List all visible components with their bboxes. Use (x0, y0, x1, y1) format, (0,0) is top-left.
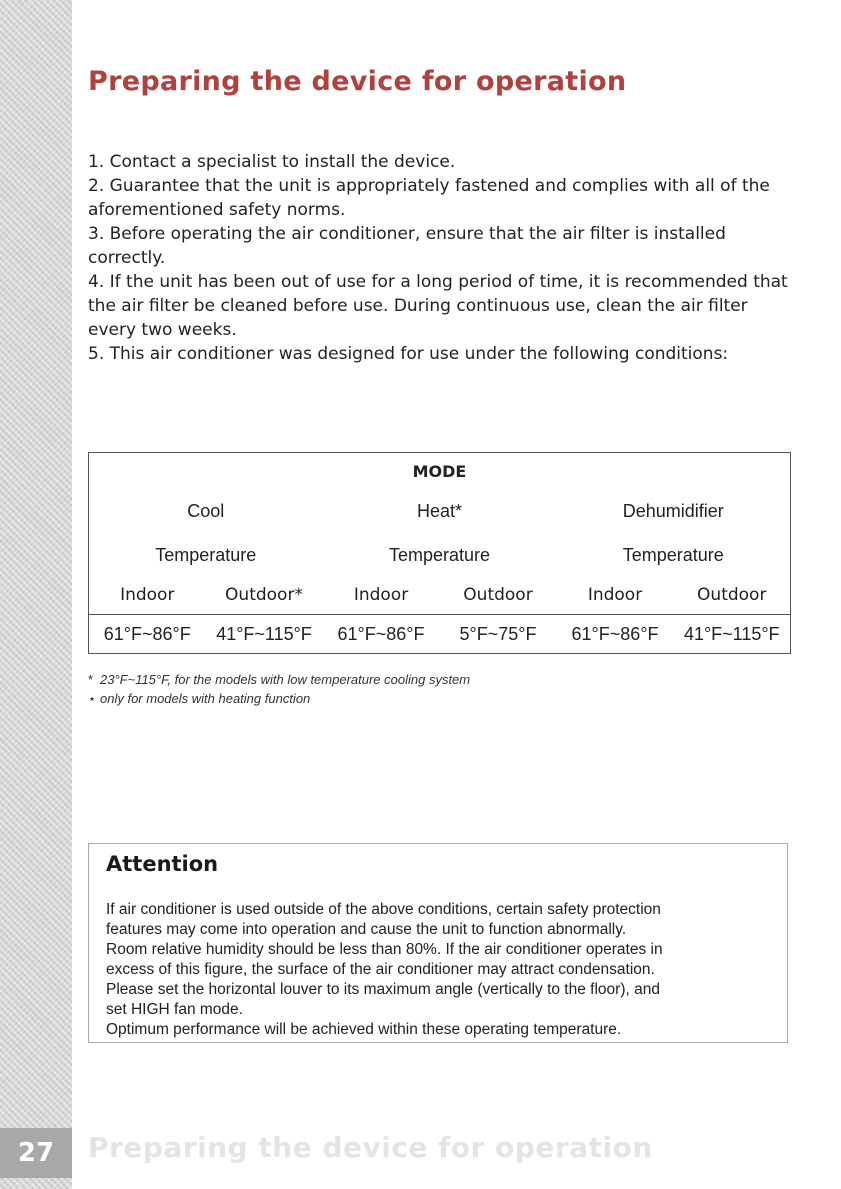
list-item: 3. Before operating the air conditioner, ensure that the air filter is installed correctly. (88, 224, 726, 268)
asterisk-mark: * (88, 672, 94, 687)
attention-line: Room relative humidity should be less than 80%. If the air conditioner operates in (106, 941, 663, 958)
temperature-label: Temperature (388, 544, 491, 565)
column-header: Outdoor (674, 576, 791, 615)
attention-title: Attention (106, 852, 219, 876)
operating-conditions-table (88, 452, 791, 654)
attention-box (88, 843, 788, 1043)
mode-cool: Cool (89, 489, 323, 534)
mode-heading: MODE (89, 453, 791, 490)
attention-line: features may come into operation and cause the unit to function abnormally. (106, 921, 627, 938)
list-item: 5. This air conditioner was designed for use under the following conditions: (88, 344, 729, 364)
table-cell: 41°F~115°F (674, 615, 791, 654)
table-row (89, 489, 791, 534)
footer-title: Preparing the device for operation (88, 1131, 653, 1164)
page-number: 27 (0, 1128, 72, 1178)
attention-line: Optimum performance will be achieved within these operating temperature. (106, 1021, 622, 1038)
table-cell: 61°F~86°F (323, 615, 440, 654)
column-header: Outdoor* (225, 585, 303, 605)
side-decorative-bar (0, 0, 72, 1189)
attention-line: excess of this figure, the surface of the air conditioner may attract condensation. (106, 961, 655, 978)
footnote-text: 23°F~115°F, for the models with low temperature cooling system (100, 672, 471, 687)
temperature-label: Temperature (557, 534, 791, 576)
column-header: Indoor (353, 585, 409, 605)
footnotes (88, 670, 470, 708)
instruction-list (88, 150, 788, 366)
column-header: Outdoor (463, 585, 533, 605)
attention-line: set HIGH fan mode. (106, 1001, 243, 1018)
footnote (88, 689, 470, 708)
list-item: 2. Guarantee that the unit is appropriately fastened and complies with all of the aforementioned safety norms. (88, 176, 770, 220)
column-header: Indoor (89, 576, 206, 615)
table-row (89, 576, 791, 615)
footnote-text: only for models with heating function (100, 691, 311, 706)
mode-heat: Heat* (416, 501, 463, 521)
table-row (89, 453, 791, 490)
column-header: Indoor (587, 585, 643, 605)
attention-line: If air conditioner is used outside of the above conditions, certain safety protection (106, 901, 661, 918)
page-title: Preparing the device for operation (88, 66, 627, 97)
star-mark: ⋆ (88, 691, 97, 706)
attention-line: Please set the horizontal louver to its maximum angle (vertically to the floor), and (106, 981, 660, 998)
list-item: 1. Contact a specialist to install the device. (88, 152, 456, 172)
temperature-label: Temperature (89, 534, 323, 576)
mode-dehumidifier: Dehumidifier (557, 489, 791, 534)
table-cell: 5°F~75°F (440, 615, 557, 654)
attention-body (106, 900, 771, 1040)
footnote (88, 670, 470, 689)
table-cell: 41°F~115°F (206, 615, 323, 654)
table-cell: 61°F~86°F (89, 615, 206, 654)
table-cell: 61°F~86°F (557, 615, 674, 654)
list-item: 4. If the unit has been out of use for a long period of time, it is recommended that the air filter be cleaned before use. During continuous use, clean the air filter every two weeks. (88, 272, 788, 340)
table-row (89, 534, 791, 576)
table-row (89, 615, 791, 654)
